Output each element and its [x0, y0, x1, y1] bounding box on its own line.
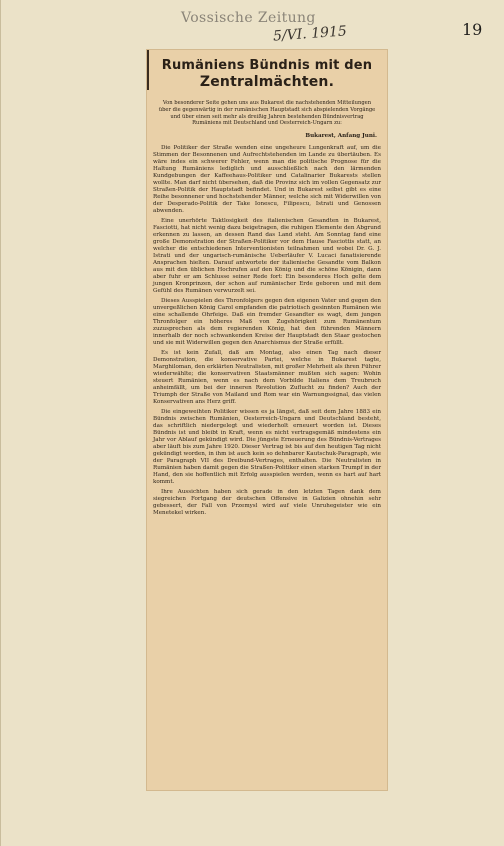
article-intro: Von besonderer Seite gehen uns aus Bukarest die nachstehenden Mitteilungen über die gegenwärtig in der rumänischen Hauptstadt sich abspielenden Vorgänge und über einen seit mehr als dreißig Jahren bestehenden Bündnisvertrag Rumäniens mit Deutschland und Oesterreich-Ungarn zu:: [158, 100, 376, 127]
article-paragraph: Die eingeweihten Politiker wissen es ja längst, daß seit dem Jahre 1883 ein Bündnis zwischen Rumänien, Oesterreich-Ungarn und Deutschland besteht, das schriftlich niedergelegt und wiederholt erneuert worden ist. Dieses Bündnis ist und bleibt in Kraft, wenn es nicht vertragsgemäß mindestens ein Jahr vor Ablauf gekündigt wird. Die jüngste Erneuerung des Bündnis-Vertrages aber läuft bis zum Jahre 1920. Dieser Vertrag ist bis auf den heutigen Tag nicht gekündigt worden, in ihm ist auch kein so dehnbarer Kautschuk-Paragraph, wie der Paragraph VII des Dreibund-Vertrages, enthalten. Die Neutralisten in Rumänien haben damit gegen die Straßen-Politiker einen starken Trumpf in der Hand, den sie hoffentlich mit Erfolg ausspielen werden, wenn es hart auf hart kommt.: [153, 409, 381, 486]
newspaper-name: Vossische Zeitung: [181, 10, 316, 26]
article-dateline: Bukarest, Anfang Juni.: [305, 133, 377, 140]
article-paragraph: Ihre Aussichten haben sich gerade in den letzten Tagen dank dem siegreichen Fortgang der deutschen Offensive in Galizien ohnehin sehr gebessert, der Fall von Przemysl wird auf viele Unruhegeister wie ein Menetekel wirken.: [153, 489, 381, 517]
article-paragraph: Es ist kein Zufall, daß am Montag, also einen Tag nach dieser Demonstration, die konservative Partei, welche in Bukarest tagte, Marghiloman, den erklärten Neutralisten, mit großer Mehrheit als ihren Führer wiederwählte; die konservativen Staatsmänner mußten sich sagen: Wohin steuert Rumänien, wenn es nach dem Vorbilde Italiens dem Treubruch anheimfällt, um bei der inneren Revolution Zuflucht zu finden? Auch der Triumph der Straße von Mailand und Rom war ein Warnungssignal, das vielen Konservativen ans Herz griff.: [153, 350, 381, 406]
newspaper-clipping: [147, 50, 387, 790]
article-paragraph: Dieses Ausspielen des Thronfolgers gegen den eigenen Vater und gegen den unvergeßlichen König Carol empfanden die patriotisch gesinnten Rumänen wie eine schallende Ohrfeige. Daß ein fremder Gesandter es wagt, dem jungen Thronfolger ein höheres Maß von Zugehörigkeit zum Rumänentum zuzusprechen als dem regierenden König, hat den führenden Männern innerhalb der noch schwankenden Kreise der Hauptstadt den Staar gestochen und sie mit Widerwillen gegen den Anarchismus der Straße erfüllt.: [153, 298, 381, 347]
article-title-line-1: Rumäniens Bündnis mit den: [161, 58, 373, 73]
article-paragraph: Die Politiker der Straße wenden eine ungeheure Lungenkraft auf, um die Stimmen der Besonnenen und Aufrechtstehenden im Lande zu übertäuben. Es wäre indes ein schwerer Fehler, wenn man die politische Prognose für die Haltung Rumäniens lediglich und ausschließlich nach den lärmenden Kundgebungen der Kaffeehaus-Politiker und Catalinarier Bukarests stellen wollte. Man darf nicht übersehen, daß die Provinz sich im vollen Gegensatz zur Straßen-Politik der Hauptstadt befindet. Und in Bukarest selbst gibt es eine Reihe besonnener und hochstehender Männer, welche sich mit Widerwillen von der Desperado-Politik der Take Ionescu, Filipescu, Istrati und Genossen abwenden.: [153, 145, 381, 215]
article-title: [153, 58, 381, 90]
handwritten-date: 5/VI. 1915: [272, 23, 348, 45]
article-paragraph: Eine unerhörte Taktlosigkeit des italienischen Gesandten in Bukarest, Fasciotti, hat nicht wenig dazu beigetragen, die ruhigen Elemente den Abgrund erkennen zu lassen, an dessen Rand das Land steht. Am Sonntag fand eine große Demonstration der Straßen-Politiker vor dem Hause Fasciottis statt, an welcher die entschiedenen Interventionisten teilnahmen und wobei Dr. G. J. Istrati und der ungarisch-rumänische Ueberläufer V. Lucaci fanatisierende Ansprachen hielten. Darauf antwortete der italienische Gesandte vom Balkon aus mit den üblichen Hochrufen auf den König und die schöne Königin, dann aber fuhr er am Schlusse seiner Rede fort: Ein besonderes Hoch gelte dem jungen Kronprinzen, der schon auf rumänischer Erde geboren und mit dem Gefühl des Rumänen verwurzelt sei.: [153, 218, 381, 295]
clipping-body: [147, 58, 387, 520]
article-title-line-2: Zentralmächten.: [199, 74, 335, 90]
page-number: 19: [462, 20, 483, 39]
